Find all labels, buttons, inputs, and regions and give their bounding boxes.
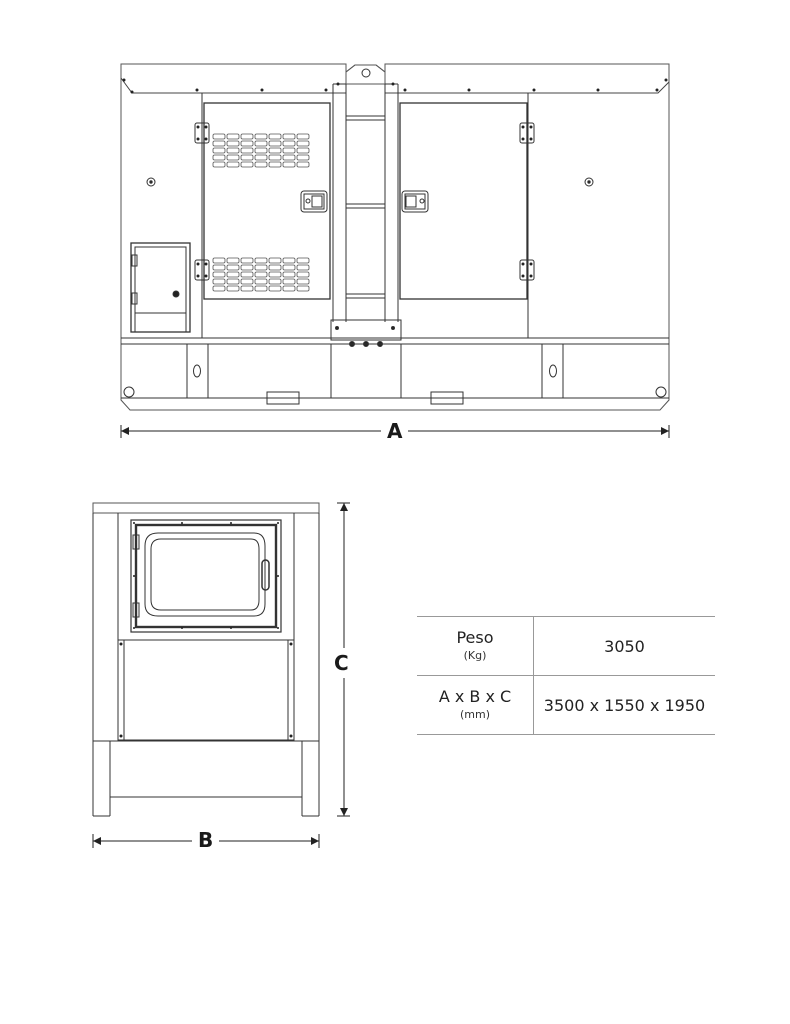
- spec-table: [417, 616, 715, 735]
- dimensions-unit: (mm): [459, 708, 490, 721]
- dimension-a-label: A: [381, 420, 408, 442]
- weight-label: Peso: [456, 628, 494, 647]
- dimensions-value: 3500 x 1550 x 1950: [534, 676, 716, 735]
- weight-unit: (Kg): [463, 649, 487, 662]
- weight-value: 3050: [534, 617, 716, 676]
- dimensions-label-cell: [417, 676, 534, 735]
- front-view-drawing: [0, 0, 790, 460]
- dimension-c-label: C: [332, 648, 351, 678]
- table-row-dimensions: [417, 676, 715, 735]
- dimensions-label: A x B x C: [438, 687, 512, 706]
- table-row-weight: [417, 617, 715, 676]
- dimension-b-label: B: [192, 829, 219, 851]
- weight-label-cell: [417, 617, 534, 676]
